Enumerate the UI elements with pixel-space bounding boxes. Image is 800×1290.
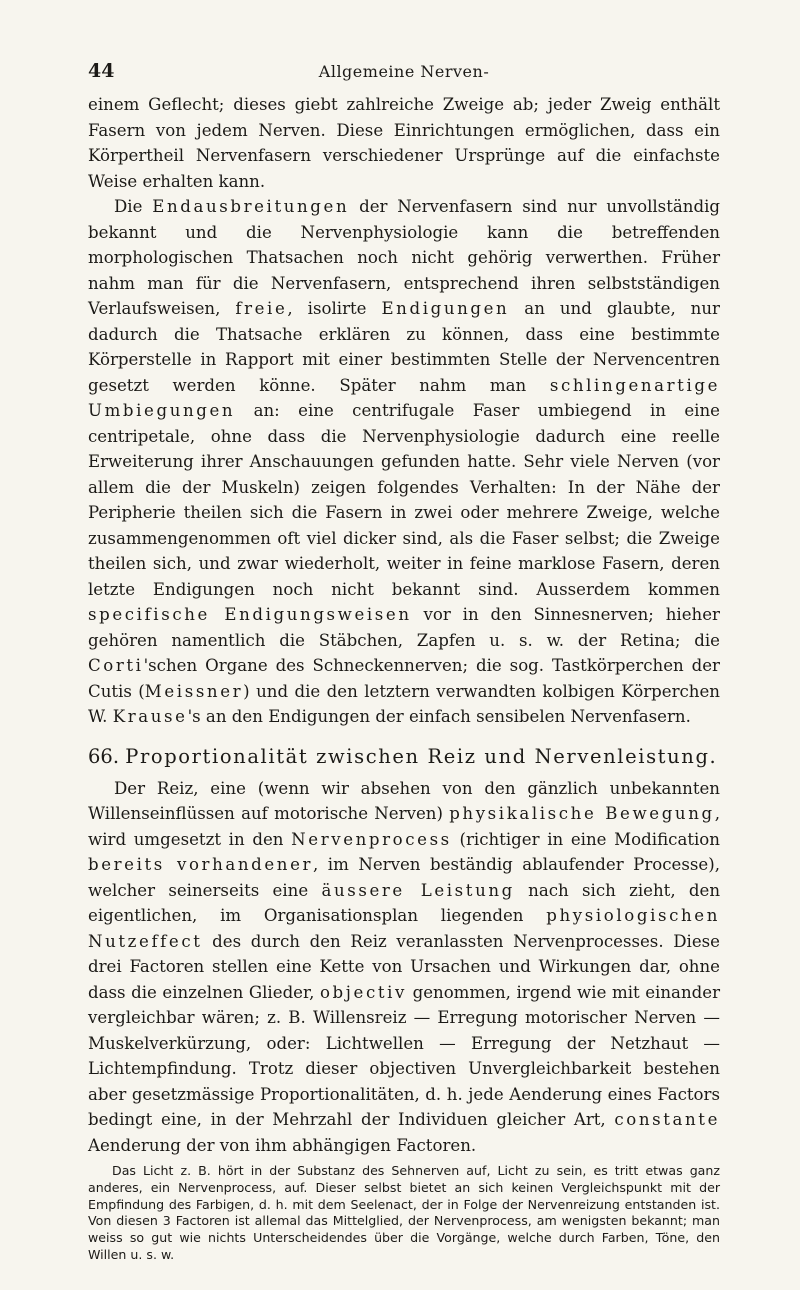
text-run: an und glaubte, nur dadurch die Thatsache erklären zu können, dass eine bestimmte Körperstelle in Rapport mit einer bestimmten Stelle der Nervencentren gesetzt werden könne. Später nahm man [88,299,720,395]
emphasis-freie: freie [235,299,288,318]
author-krause: Krause [112,707,188,726]
paragraph-continuation: einem Geflecht; dieses giebt zahlreiche Zweige ab; jeder Zweig enthält Fasern von jedem Nerven. Diese Einrichtungen ermöglichen, dass ein Körpertheil Nervenfasern verschiedener Ursprünge auf die einfachste Weise erhalten kann. [88,95,720,191]
text-run: Die [114,197,153,216]
text-run: Aenderung der von ihm abhängigen Factoren. [88,1135,477,1155]
text-run: des durch den Reiz veranlassten Nervenprocesses. Diese drei Factoren stellen eine Kette von Ursachen und Wirkungen dar, ohne dass die einzelnen Glieder, [88,931,720,1002]
section-number: 66. [88,744,120,768]
emphasis-aeussere: äussere Leistung [321,880,515,900]
text-run: der Nervenfasern sind nur unvollständig bekannt und die Nervenphysiologie kann die betreffenden morphologischen Thatsachen noch nicht gehörig verwerthen. Früher nahm man für die Nervenfasern, entsprechend ihren selbstständigen Verlaufsweisen, [88,197,720,318]
page-body [88,92,720,1264]
emphasis-objectiv: objectiv [319,982,407,1002]
note-paragraph: Das Licht z. B. hört in der Substanz des Sehnerven auf, Licht zu sein, es tritt etwas ganz anderes, ein Nervenprocess, auf. Dieser selbst bietet an sich keinen Vergleichspunkt mit der Empfindung des Farbigen, d. h. mit dem Seelenact, der in Folge der Nervenreizung entstanden ist. Von diesen 3 Factoren ist allemal das Mittelglied, der Nervenprocess, am wenigsten bekannt; man weiss so gut wie nichts Unterscheidendes über die Vorgänge, welche durch Farben, Töne, den Willen u. s. w. [88,1163,720,1262]
emphasis-endigungen: Endigungen [381,299,510,318]
emphasis-endausbreitungen: Endausbreitungen [152,197,350,216]
text-run: 'schen Organe des Schneckennerven; die sog. Tastkörperchen der Cutis ( [88,656,720,701]
section-title: Proportionalität zwischen Reiz und Nervenleistung. [125,744,718,768]
page-header [88,60,720,88]
emphasis-physikalische: physikalische Bewegung [449,804,715,823]
author-corti: Corti [88,656,144,675]
text-run: Der Reiz, eine (wenn wir absehen von den gänzlich unbekannten Willenseinflüssen auf motorische Nerven) [88,778,720,823]
emphasis-nervenprocess: Nervenprocess [291,829,452,849]
text-run: 's an den Endigungen der einfach sensibelen Nervenfasern. [187,707,691,726]
author-meissner: Meissner [144,681,244,701]
running-head: Allgemeine Nerven- [318,62,490,81]
text-run: , isolirte [287,299,382,318]
text-run: , wird umgesetzt in den [88,804,720,849]
text-run: vor in den Sinnesnerven; hieher gehören namentlich die Stäbchen, Zapfen u. s. w. der Retina; die [88,605,720,650]
text-run: nach sich zieht, den eigentlichen, im Organisationsplan liegenden [88,880,721,925]
text-run: an: eine centrifugale Faser umbiegend in eine centripetale, ohne dass die Nervenphysiologie dadurch eine reelle Erweiterung ihrer Anschauungen gefunden hatte. Sehr viele Nerven (vor allem die der Muskeln) zeigen folgendes Verhalten: In der Nähe der Peripherie theilen sich die Fasern in zwei oder mehrere Zweige, welche zusammengenommen oft viel dicker sind, als die Faser selbst; die Zweige theilen sich, und zwar wiederholt, weiter in feine marklose Fasern, deren letzte Endigungen noch nicht bekannt sind. Ausserdem kommen [88,401,720,599]
emphasis-nutzeffect: physiologischen Nutzeffect [88,906,720,951]
emphasis-constante: constante [614,1110,720,1129]
small-print-note [88,1163,720,1264]
text-run: ) und die den letztern verwandten kolbigen Körperchen W. [88,681,720,726]
text-run: genommen, irgend wie mit einander vergleichbar wären; z. B. Willensreiz — Erregung motorischer Nerven — Muskelverkürzung, oder: Lichtwellen — Erregung der Netzhaut — Lichtempfindung. Trotz dieser objectiven Unvergleichbarkeit bestehen aber gesetzmässige Proportionalitäten, d. h. jede Aenderung eines Factors bedingt eine, in der Mehrzahl der Individuen gleicher Art, [88,982,721,1129]
section-heading [88,744,720,770]
text-run: (richtiger in eine Modification [451,829,720,849]
emphasis-bereits: bereits vorhandener [88,855,314,874]
page-number: 44 [88,60,115,82]
text-run: , im Nerven beständig ablaufender Processe), welcher seinerseits eine [88,855,720,900]
emphasis-specifische: specifische Endigungsweisen [88,605,412,624]
emphasis-schlingenartige: schlingenartige Umbiegungen [88,375,720,420]
paragraph-endausbreitungen [88,194,720,730]
paragraph-reiz [88,776,720,1159]
